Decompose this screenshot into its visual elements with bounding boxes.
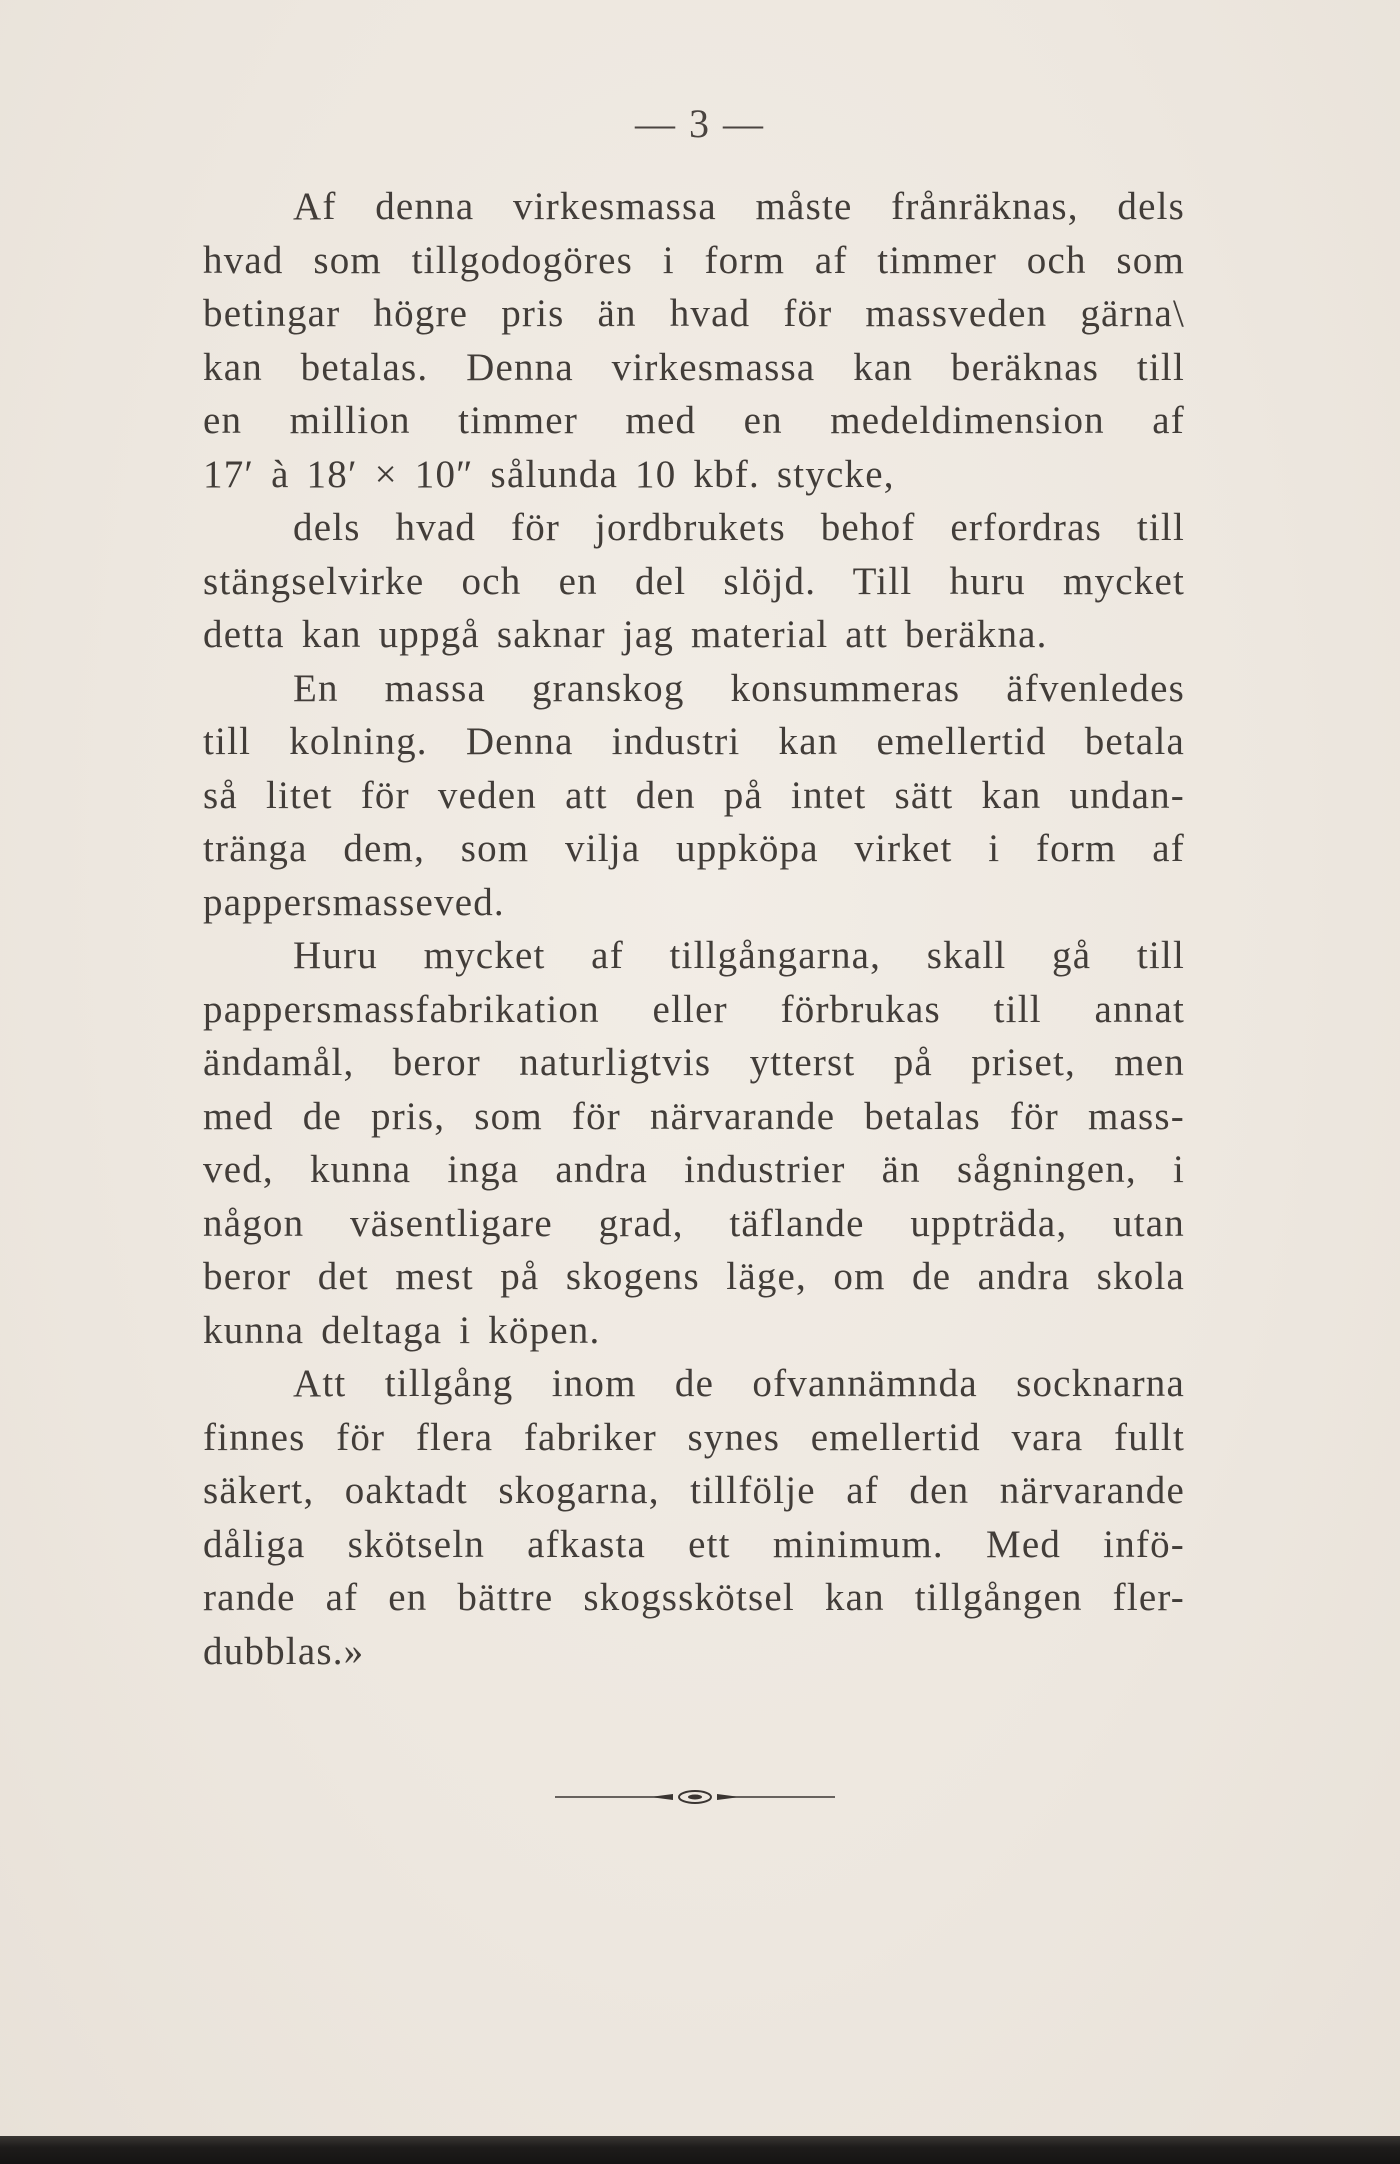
page-number: — 3 — xyxy=(635,101,765,146)
text-line: Huru mycket af tillgångarna, skall gå till xyxy=(293,934,1185,977)
text-line: ved, kunna inga andra industrier än sågningen, i xyxy=(203,1148,1185,1191)
body-text xyxy=(203,180,1185,1678)
text-line: kunna deltaga i köpen. xyxy=(203,1308,601,1352)
text-line: detta kan uppgå saknar jag material att beräkna. xyxy=(203,613,1048,656)
text-line: pappersmasseved. xyxy=(203,880,505,924)
text-line: tränga dem, som vilja uppköpa virket i form af xyxy=(203,827,1185,870)
scan-edge-band xyxy=(0,2136,1400,2164)
text-line: En massa granskog konsummeras äfvenledes xyxy=(293,666,1185,710)
text-line: en million timmer med en medeldimension af xyxy=(203,399,1185,442)
text-line: rande af en bättre skogsskötsel kan tillgången fler- xyxy=(203,1576,1185,1619)
text-line: Af denna virkesmassa måste frånräknas, dels xyxy=(293,185,1185,228)
text-line: pappersmassfabrikation eller förbrukas till annat xyxy=(203,987,1185,1031)
decorative-rule-ornament xyxy=(555,1782,835,1812)
text-line: någon väsentligare grad, täflande uppträda, utan xyxy=(203,1201,1185,1245)
text-line: med de pris, som för närvarande betalas för mass- xyxy=(203,1094,1185,1138)
text-line: hvad som tillgodogöres i form af timmer och som xyxy=(203,238,1185,282)
text-line: till kolning. Denna industri kan emellertid betala xyxy=(203,720,1185,763)
text-line: dels hvad för jordbrukets behof erfordras till xyxy=(293,506,1185,549)
text-line: dubblas.» xyxy=(203,1629,365,1673)
text-line: kan betalas. Denna virkesmassa kan beräknas till xyxy=(203,345,1185,389)
text-line: betingar högre pris än hvad för massveden gärna\ xyxy=(203,292,1185,335)
text-line: 17′ à 18′ × 10″ sålunda 10 kbf. stycke, xyxy=(203,452,895,496)
text-line: beror det mest på skogens läge, om de andra skola xyxy=(203,1255,1185,1298)
text-line: dåliga skötseln afkasta ett minimum. Med infö- xyxy=(203,1522,1185,1566)
text-line: finnes för flera fabriker synes emellertid vara fullt xyxy=(203,1415,1185,1459)
text-line: Att tillgång inom de ofvannämnda socknarna xyxy=(293,1362,1185,1405)
text-line: stängselvirke och en del slöjd. Till huru mycket xyxy=(203,559,1185,603)
text-line: säkert, oaktadt skogarna, tillfölje af den närvarande xyxy=(203,1469,1185,1512)
text-line: så litet för veden att den på intet sätt kan undan- xyxy=(203,773,1185,817)
text-line: ändamål, beror naturligtvis ytterst på priset, men xyxy=(203,1041,1185,1084)
